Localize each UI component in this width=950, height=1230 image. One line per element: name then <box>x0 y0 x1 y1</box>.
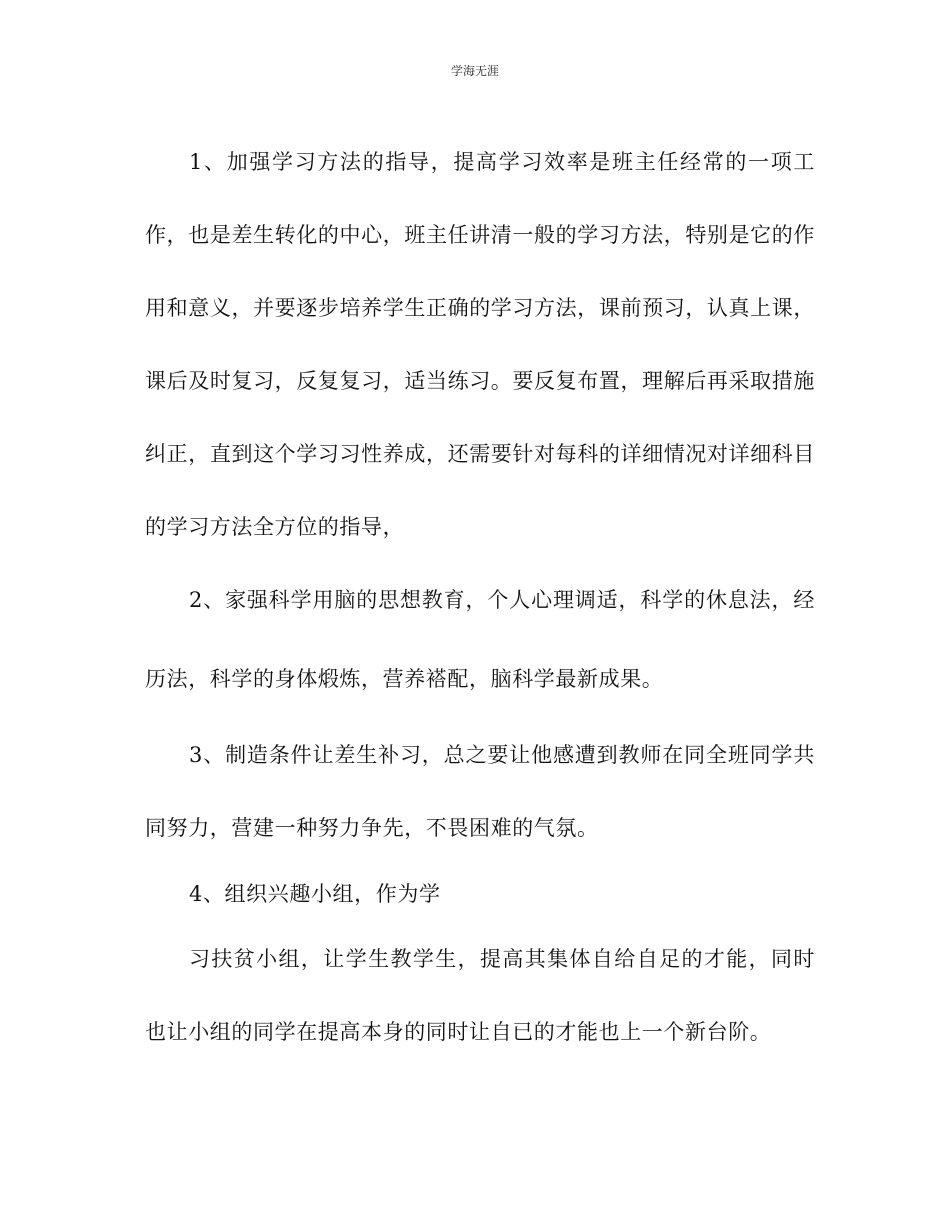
page-header: 学海无涯 <box>450 64 499 78</box>
paragraph-4: 4、组织兴趣小组，作为学 <box>189 882 441 906</box>
paragraph-5: 习扶贫小组，让学生教学生，提高其集体自给自足的才能，同时也让小组的同学在提高本身的同时让自已的才能也上一个新台阶。 <box>145 947 815 1044</box>
paragraph-1: 1、加强学习方法的指导，提高学习效率是班主任经常的一项工作，也是差生转化的中心，班主任讲清一般的学习方法，特别是它的作用和意义，并要逐步培养学生正确的学习方法，课前预习，认真上课，课后及时复习，反复复习，适当练习。要反复布置，理解后再采取措施纠正，直到这个学习习性养成，还需要针对每科的详细情况对详细科目的学习方法全方位的指导， <box>145 150 815 539</box>
document-body <box>145 126 815 1069</box>
paragraph-2: 2、家强科学用脑的思想教育，个人心理调适，科学的休息法，经历法，科学的身体煅炼，营养褡配，脑科学最新成果。 <box>145 588 815 691</box>
paragraph-3: 3、制造条件让差生补习，总之要让他感遭到教师在同全班同学共同努力，营建一种努力争先，不畏困难的气氛。 <box>145 743 815 840</box>
